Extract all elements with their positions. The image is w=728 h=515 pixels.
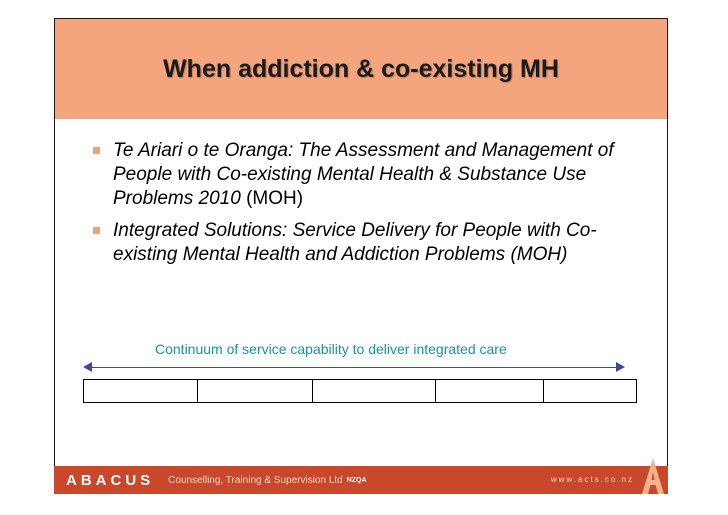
continuum-arrow-line bbox=[87, 367, 617, 368]
continuum-cells bbox=[83, 379, 637, 403]
bullet-list bbox=[75, 139, 645, 275]
slide bbox=[54, 18, 668, 494]
abacus-logo-text: ABACUS bbox=[66, 471, 155, 489]
footer-bar bbox=[54, 466, 668, 494]
continuum-cell bbox=[198, 380, 314, 402]
slide-title: When addiction & co-existing MH bbox=[163, 54, 559, 83]
bullet-italic-text: Te Ariari o te Oranga: The Assessment and Management of People with Co-existing Mental Health & Substance Use Problems 2010 bbox=[113, 140, 614, 209]
nzqa-badge: NZQA bbox=[346, 476, 367, 484]
abacus-a-logo-icon bbox=[642, 458, 664, 494]
bullet-plain-text: (MOH) bbox=[240, 188, 304, 209]
continuum-cell bbox=[84, 380, 198, 402]
continuum-label: Continuum of service capability to deliver integrated care bbox=[155, 341, 507, 357]
bullet-italic-text: Integrated Solutions: Service Delivery for People with Co-existing Mental Health and Addiction Problems (MOH) bbox=[113, 220, 597, 265]
bullet-item bbox=[75, 139, 645, 211]
bullet-item bbox=[75, 219, 645, 267]
square-bullet-icon bbox=[93, 147, 100, 154]
arrow-right-icon bbox=[616, 362, 625, 372]
continuum-cell bbox=[313, 380, 436, 402]
continuum-cell bbox=[544, 380, 636, 402]
footer-website: www.acts.co.nz bbox=[550, 475, 634, 484]
continuum-cell bbox=[436, 380, 545, 402]
footer-tagline: Counselling, Training & Supervision Ltd bbox=[168, 474, 343, 486]
square-bullet-icon bbox=[93, 227, 100, 234]
title-band bbox=[55, 19, 667, 119]
